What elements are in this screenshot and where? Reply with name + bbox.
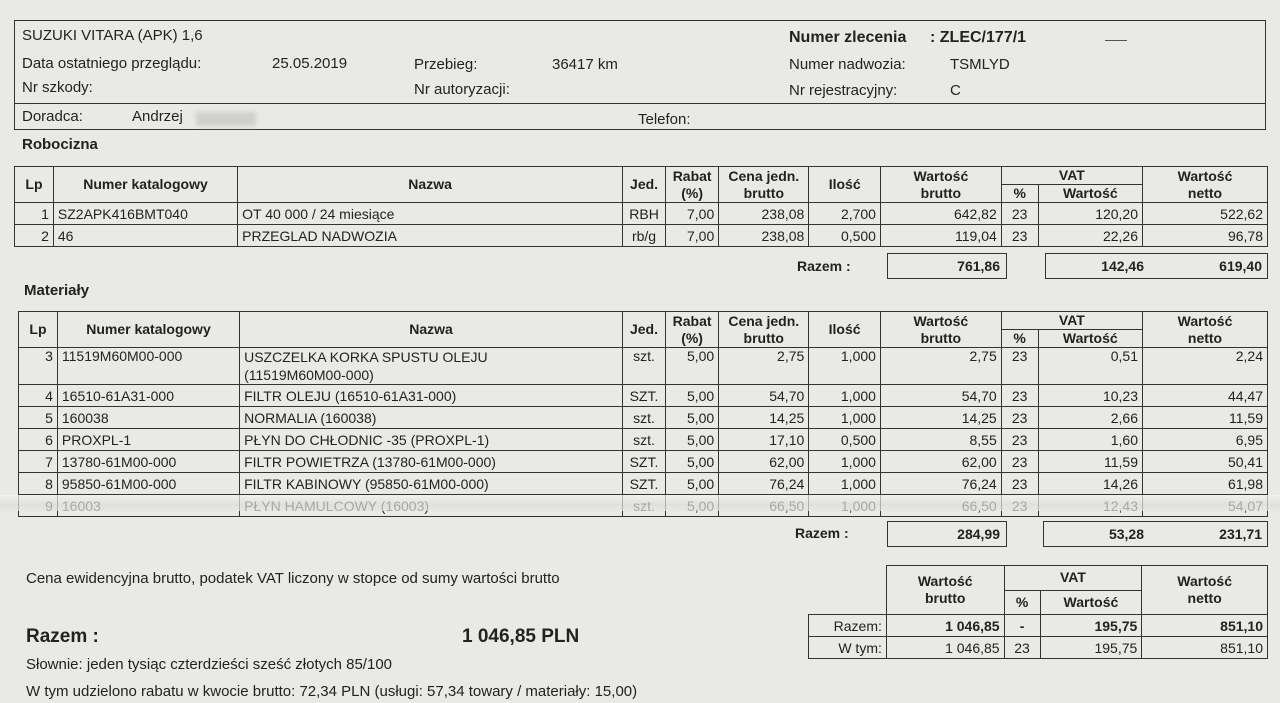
cell-catalog: SZ2APK416BMT040 [53,203,237,225]
col-vat: VAT [1001,167,1142,185]
summary-cell-vat-value: 195,75 [1040,637,1142,659]
cell-unit-price: 62,00 [719,451,809,473]
cell-unit-price: 54,70 [719,385,809,407]
cell-name: FILTR OLEJU (16510-61A31-000) [240,385,623,407]
materials-total-vat: 53,28 [1108,526,1144,542]
scribble-mark [1105,40,1127,41]
cell-vat-value: 10,23 [1038,385,1142,407]
col-gross: Wartość brutto [880,312,1001,348]
cell-vat-value: 22,26 [1038,225,1142,247]
cell-unit-price: 2,75 [719,348,809,385]
labor-total-vat: 142,46 [1101,258,1144,274]
cell-unit: rb/g [623,225,666,247]
table-row [19,385,1268,407]
cell-unit: szt. [622,407,665,429]
col-vat: VAT [1004,566,1142,591]
summary-blank-corner [809,566,887,615]
table-row [19,348,1268,385]
cell-unit-price: 238,08 [719,225,809,247]
labor-table [14,166,1268,247]
cell-name: PŁYN DO CHŁODNIC -35 (PROXPL-1) [240,429,623,451]
col-name: Nazwa [240,312,623,348]
vehicle-name: SUZUKI VITARA (APK) 1,6 [22,27,203,44]
cell-lp: 6 [19,429,58,451]
cell-net: 6,95 [1143,429,1268,451]
cell-unit: SZT. [622,385,665,407]
amount-in-words: Słownie: jeden tysiąc czterdzieści sześć złotych 85/100 [26,656,393,673]
cell-catalog: 11519M60M00-000 [57,348,239,385]
col-unit-price: Cena jedn. brutto [719,312,809,348]
col-net: Wartość netto [1143,167,1268,203]
advisor-value: Andrzej [132,108,183,125]
col-gross: Wartość brutto [880,167,1001,203]
cell-lp: 4 [19,385,58,407]
cell-qty: 1,000 [809,451,881,473]
cell-catalog: 95850-61M00-000 [57,473,239,495]
labor-section-title: Robocizna [22,136,98,153]
cell-discount: 5,00 [665,451,718,473]
advisor-label: Doradca: [22,108,83,125]
cell-vat-value: 14,26 [1038,473,1142,495]
table-row [19,429,1268,451]
cell-vat-value: 1,60 [1038,429,1142,451]
summary-cell-net: 851,10 [1142,637,1268,659]
redacted-surname [196,110,256,128]
summary-cell-gross: 1 046,85 [886,637,1004,659]
summary-cell-net: 851,10 [1142,615,1268,637]
col-qty: Ilość [809,167,881,203]
cell-catalog: 160038 [57,407,239,429]
col-catalog: Numer katalogowy [57,312,239,348]
col-net: Wartość netto [1142,566,1268,615]
summary-row-total [809,615,1268,637]
cell-net: 522,62 [1143,203,1268,225]
auth-label: Nr autoryzacji: [414,81,510,98]
col-unit-price: Cena jedn. brutto [719,167,809,203]
cell-discount: 7,00 [666,225,719,247]
col-unit: Jed. [623,167,666,203]
col-qty: Ilość [809,312,881,348]
cell-unit-price: 238,08 [719,203,809,225]
cell-qty: 0,500 [809,225,881,247]
col-lp: Lp [19,312,58,348]
cell-discount: 7,00 [666,203,719,225]
cell-catalog: 16510-61A31-000 [57,385,239,407]
cell-qty: 1,000 [809,407,881,429]
materials-total-net: 231,71 [1219,526,1262,542]
cell-discount: 5,00 [665,473,718,495]
cell-catalog: 13780-61M00-000 [57,451,239,473]
last-inspection-label: Data ostatniego przeglądu: [22,55,202,72]
materials-section-title: Materiały [24,282,90,299]
cell-unit: RBH [623,203,666,225]
cell-unit: SZT. [622,473,665,495]
cell-lp: 7 [19,451,58,473]
summary-cell-vat-pct: - [1004,615,1040,637]
labor-total-gross: 761,86 [887,253,1007,279]
cell-vat-pct: 23 [1001,473,1038,495]
cell-qty: 0,500 [809,429,881,451]
cell-vat-pct: 23 [1001,407,1038,429]
cell-unit-price: 17,10 [719,429,809,451]
phone-label: Telefon: [638,111,691,128]
cell-vat-pct: 23 [1001,451,1038,473]
cell-gross: 76,24 [880,473,1001,495]
cell-net: 50,41 [1143,451,1268,473]
discount-summary: W tym udzielono rabatu w kwocie brutto: 72,34 PLN (usługi: 57,34 towary / materiały: 15,00) [26,683,638,700]
cell-discount: 5,00 [665,385,718,407]
cell-lp: 8 [19,473,58,495]
cell-unit: szt. [622,348,665,385]
summary-row-label: Razem: [809,615,887,637]
mileage-value: 36417 km [552,56,618,73]
cell-discount: 5,00 [665,348,718,385]
cell-unit: szt. [622,429,665,451]
materials-total-gross: 284,99 [887,521,1007,547]
cell-gross: 54,70 [880,385,1001,407]
price-note: Cena ewidencyjna brutto, podatek VAT liczony w stopce od sumy wartości brutto [26,570,560,587]
cell-gross: 62,00 [880,451,1001,473]
cell-qty: 1,000 [809,473,881,495]
col-vat-value: Wartość [1038,185,1142,203]
claim-label: Nr szkody: [22,79,93,96]
vin-value: TSMLYD [950,56,1010,73]
summary-cell-gross: 1 046,85 [886,615,1004,637]
cell-catalog: PROXPL-1 [57,429,239,451]
summary-row-label: W tym: [809,637,887,659]
cell-net: 61,98 [1143,473,1268,495]
cell-vat-pct: 23 [1001,429,1038,451]
materials-table [18,311,1268,517]
order-label: Numer zlecenia [789,29,907,46]
table-row [19,473,1268,495]
grand-total-label: Razem : [26,626,99,647]
cell-qty: 1,000 [809,348,881,385]
labor-total-label: Razem : [797,258,851,274]
mileage-label: Przebieg: [414,56,478,73]
cell-vat-value: 120,20 [1038,203,1142,225]
cell-unit-price: 14,25 [719,407,809,429]
col-vat-pct: % [1004,590,1040,615]
cell-vat-pct: 23 [1001,203,1038,225]
cell-net: 96,78 [1143,225,1268,247]
col-vat-value: Wartość [1040,590,1142,615]
cell-discount: 5,00 [665,429,718,451]
cell-vat-pct: 23 [1001,225,1038,247]
order-value: : ZLEC/177/1 [930,29,1027,46]
cell-net: 44,47 [1143,385,1268,407]
cell-lp: 1 [15,203,54,225]
table-row [15,225,1268,247]
reg-label: Nr rejestracyjny: [789,82,898,99]
cell-lp: 3 [19,348,58,385]
col-vat-value: Wartość [1038,330,1142,348]
cell-name: OT 40 000 / 24 miesiące [238,203,623,225]
cell-name: FILTR POWIETRZA (13780-61M00-000) [240,451,623,473]
cell-net: 2,24 [1143,348,1268,385]
cell-vat-value: 0,51 [1038,348,1142,385]
cell-discount: 5,00 [665,407,718,429]
col-vat-pct: % [1001,330,1038,348]
reg-value: C [950,82,961,99]
cell-vat-pct: 23 [1001,385,1038,407]
cell-gross: 14,25 [880,407,1001,429]
table-row [15,203,1268,225]
grand-total-value: 1 046,85 PLN [462,626,580,647]
cell-gross: 119,04 [880,225,1001,247]
col-gross: Wartość brutto [886,566,1004,615]
col-unit: Jed. [622,312,665,348]
summary-row-including [809,637,1268,659]
header-divider [14,103,1266,104]
cell-unit-price: 76,24 [719,473,809,495]
materials-total-label: Razem : [795,525,849,541]
cell-vat-value: 2,66 [1038,407,1142,429]
cell-lp: 5 [19,407,58,429]
table-row [19,407,1268,429]
col-net: Wartość netto [1143,312,1268,348]
cell-qty: 2,700 [809,203,881,225]
cell-name: FILTR KABINOWY (95850-61M00-000) [240,473,623,495]
col-vat-pct: % [1001,185,1038,203]
col-discount: Rabat (%) [666,167,719,203]
summary-cell-vat-value: 195,75 [1040,615,1142,637]
cell-name: PRZEGLAD NADWOZIA [238,225,623,247]
summary-cell-vat-pct: 23 [1004,637,1040,659]
cell-name: NORMALIA (160038) [240,407,623,429]
col-lp: Lp [15,167,54,203]
labor-total-net: 619,40 [1219,258,1262,274]
cell-vat-pct: 23 [1001,348,1038,385]
paper-crease [0,495,1280,511]
cell-net: 11,59 [1143,407,1268,429]
col-discount: Rabat (%) [665,312,718,348]
cell-name: USZCZELKA KORKA SPUSTU OLEJU (11519M60M00-000) [240,348,623,385]
cell-gross: 2,75 [880,348,1001,385]
col-vat: VAT [1001,312,1142,330]
cell-qty: 1,000 [809,385,881,407]
table-row [19,451,1268,473]
cell-unit: SZT. [622,451,665,473]
cell-gross: 642,82 [880,203,1001,225]
cell-vat-value: 11,59 [1038,451,1142,473]
cell-catalog: 46 [53,225,237,247]
cell-gross: 8,55 [880,429,1001,451]
cell-lp: 2 [15,225,54,247]
summary-table [808,565,1268,659]
col-catalog: Numer katalogowy [53,167,237,203]
last-inspection-value: 25.05.2019 [272,55,348,72]
vin-label: Numer nadwozia: [789,56,906,73]
col-name: Nazwa [238,167,623,203]
